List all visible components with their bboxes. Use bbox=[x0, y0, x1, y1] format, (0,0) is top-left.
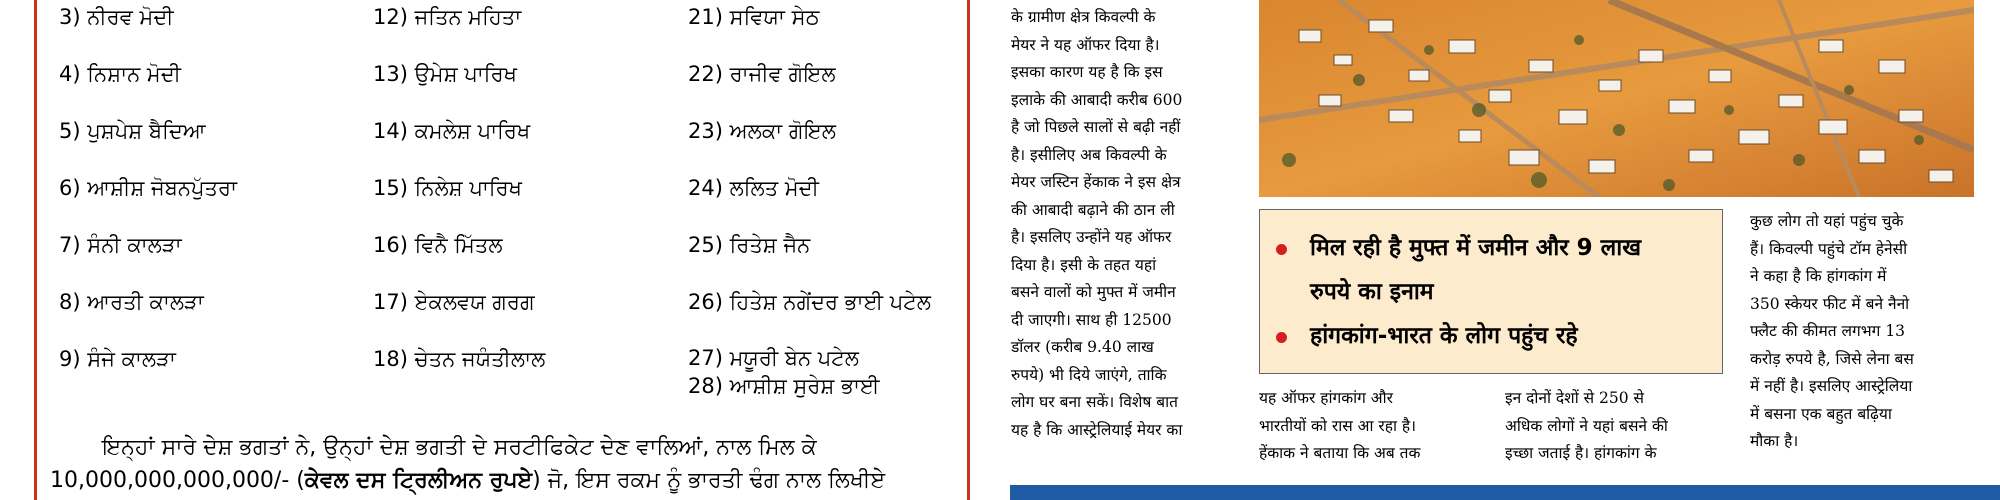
column-line: हैं। किवल्पी पहुंचे टॉम हेनेसी bbox=[1750, 239, 1908, 258]
punjabi-list-panel bbox=[0, 0, 978, 500]
name-item: 25) ਰਿਤੇਸ਼ ਜੈਨ bbox=[688, 233, 811, 257]
paragraph-line-1: ਇਨ੍ਹਾਂ ਸਾਰੇ ਦੇਸ਼ ਭਗਤਾਂ ਨੇ, ਉਨ੍ਹਾਂ ਦੇਸ਼ ਭਗਤੀ ਦੇ ਸਰਟੀਫਿਕੇਟ ਦੇਣ ਵਾਲਿਆਂ, ਨਾਲ ਮਿਲ ਕੇ bbox=[102, 435, 817, 460]
paragraph-tail: ) ਜੋ, ਇਸ ਰਕਮ ਨੂੰ ਭਾਰਤੀ ਢੰਗ ਨਾਲ ਲਿਖੀਏ bbox=[532, 468, 886, 493]
column-line: के ग्रामीण क्षेत्र किवल्पी के bbox=[1011, 8, 1156, 26]
name-item: 21) ਸਵਿਯਾ ਸੇਠ bbox=[688, 5, 820, 29]
name-item: 26) ਹਿਤੇਸ਼ ਨਗੇਂਦਰ ਭਾਈ ਪਟੇਲ bbox=[688, 290, 931, 314]
column-line: इलाके की आबादी करीब 600 bbox=[1011, 90, 1183, 109]
aerial-town-photo bbox=[1259, 0, 1974, 197]
column-line: में बसना एक बहुत बढ़िया bbox=[1750, 404, 1892, 423]
column-line: है। इसलिए उन्होंने यह ऑफर bbox=[1011, 228, 1172, 246]
column-line: इच्छा जताई है। हांगकांग के bbox=[1505, 444, 1657, 462]
amount-words: ਕੇਵਲ ਦਸ ਟ੍ਰਿਲੀਅਨ ਰੁਪਏ bbox=[304, 468, 533, 493]
bullet-icon bbox=[1276, 332, 1287, 343]
name-item: 27) ਮਯੂਰੀ ਬੇਨ ਪਟੇਲ bbox=[688, 346, 859, 370]
name-item: 5) ਪੁਸ਼ਪੇਸ਼ ਬੈਦਿਆ bbox=[59, 119, 206, 143]
column-line: इन दोनों देशों से 250 से bbox=[1505, 389, 1645, 407]
column-line: करोड़ रुपये है, जिसे लेना बस bbox=[1750, 349, 1914, 368]
column-line: दी जाएगी। साथ ही 12500 bbox=[1011, 310, 1172, 329]
name-item: 6) ਆਸ਼ੀਸ਼ ਜੋਬਨਪੁੱਤਰਾ bbox=[59, 176, 237, 200]
article-column-bottom-b bbox=[1505, 385, 1727, 468]
paragraph-line-2 bbox=[50, 466, 970, 495]
name-item: 22) ਰਾਜੀਵ ਗੋਇਲ bbox=[688, 62, 836, 86]
name-item: 14) ਕਮਲੇਸ਼ ਪਾਰਿਖ bbox=[373, 119, 531, 143]
name-item: 23) ਅਲਕਾ ਗੋਇਲ bbox=[688, 119, 836, 143]
name-item: 16) ਵਿਨੈ ਮਿੱਤਲ bbox=[373, 233, 503, 257]
column-line: यह ऑफर हांगकांग और bbox=[1259, 389, 1393, 407]
column-line: मेयर जस्टिन हेंकाक ने इस क्षेत्र bbox=[1011, 173, 1181, 191]
name-item: 13) ਉਮੇਸ਼ ਪਾਰਿਖ bbox=[373, 62, 517, 86]
name-item: 28) ਆਸ਼ੀਸ਼ ਸੁਰੇਸ਼ ਭਾਈ bbox=[688, 374, 880, 398]
name-item: 24) ਲਲਿਤ ਮੋਦੀ bbox=[688, 176, 819, 200]
column-line: की आबादी बढ़ाने की ठान ली bbox=[1011, 200, 1175, 219]
highlight-item-1-line-2: रुपये का इनाम bbox=[1310, 279, 1434, 305]
article-column-main bbox=[1011, 4, 1237, 444]
column-line: मौका है। bbox=[1750, 432, 1799, 450]
name-item: 9) ਸੰਜੇ ਕਾਲੜਾ bbox=[59, 347, 176, 371]
name-item: 17) ਏਕਲਵਯ ਗਰਗ bbox=[373, 290, 535, 314]
aerial-photo-graphic bbox=[1259, 0, 1974, 197]
bullet-icon bbox=[1276, 244, 1287, 255]
name-item: 4) ਨਿਸ਼ਾਨ ਮੋਦੀ bbox=[59, 62, 181, 86]
column-line: फ्लैट की कीमत लगभग 13 bbox=[1750, 322, 1906, 340]
blue-footer-bar bbox=[1010, 485, 2000, 500]
column-line: इसका कारण यह है कि इस bbox=[1011, 63, 1163, 81]
highlight-box bbox=[1259, 209, 1723, 374]
column-line: रुपये) भी दिये जाएंगे, ताकि bbox=[1011, 365, 1167, 384]
name-item: 3) ਨੀਰਵ ਮੋਦੀ bbox=[59, 5, 174, 29]
column-line: कुछ लोग तो यहां पहुंच चुके bbox=[1750, 212, 1904, 230]
column-line: बसने वालों को मुफ्त में जमीन bbox=[1011, 283, 1176, 301]
column-line: यह है कि आस्ट्रेलियाई मेयर का bbox=[1011, 420, 1183, 439]
name-item: 7) ਸੰਨੀ ਕਾਲੜਾ bbox=[59, 233, 182, 257]
column-line: है जो पिछले सालों से बढ़ी नहीं bbox=[1011, 118, 1181, 136]
column-line: डॉलर (करीब 9.40 लाख bbox=[1011, 338, 1154, 356]
name-item: 12) ਜਤਿਨ ਮਹਿਤਾ bbox=[373, 5, 522, 29]
column-line: 350 स्केयर फीट में बने नैनो bbox=[1750, 294, 1910, 313]
column-line: ने कहा है कि हांगकांग में bbox=[1750, 267, 1887, 285]
highlight-item-1-line-1: मिल रही है मुफ्त में जमीन और 9 लाख bbox=[1310, 235, 1642, 261]
name-item: 8) ਆਰਤੀ ਕਾਲੜਾ bbox=[59, 290, 204, 314]
column-line: भारतीयों को रास आ रहा है। bbox=[1259, 416, 1417, 435]
column-line: अधिक लोगों ने यहां बसने की bbox=[1505, 416, 1668, 435]
name-item: 15) ਨਿਲੇਸ਼ ਪਾਰਿਖ bbox=[373, 176, 522, 200]
column-line: दिया है। इसी के तहत यहां bbox=[1011, 255, 1157, 274]
name-item: 18) ਚੇਤਨ ਜਯੰਤੀਲਾਲ bbox=[373, 347, 546, 371]
article-column-right bbox=[1750, 208, 1972, 456]
column-line: में नहीं है। इसलिए आस्ट्रेलिया bbox=[1750, 377, 1913, 395]
highlight-item-2: हांगकांग-भारत के लोग पहुंच रहे bbox=[1310, 323, 1578, 349]
column-line: हेंकाक ने बताया कि अब तक bbox=[1259, 444, 1421, 462]
column-line: है। इसीलिए अब किवल्पी के bbox=[1011, 145, 1167, 164]
column-line: लोग घर बना सकें। विशेष बात bbox=[1011, 393, 1178, 411]
column-line: मेयर ने यह ऑफर दिया है। bbox=[1011, 35, 1160, 54]
amount-text: 10,000,000,000,000/- ( bbox=[50, 468, 305, 493]
article-column-bottom-a bbox=[1259, 385, 1485, 468]
